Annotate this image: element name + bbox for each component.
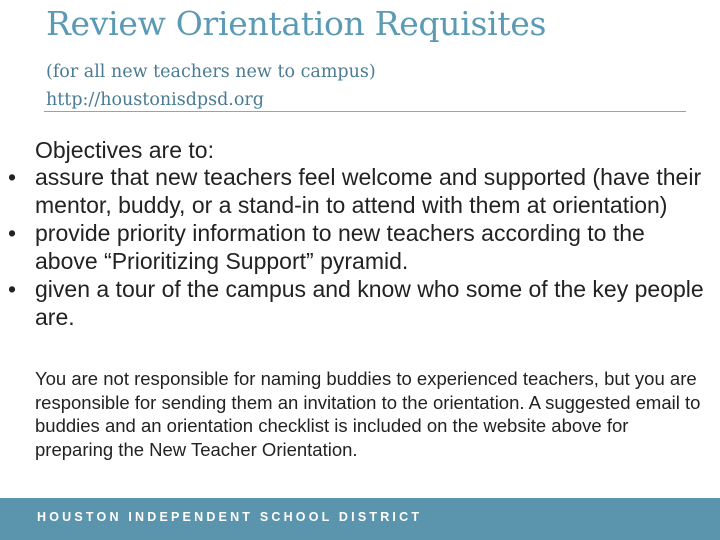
list-item: [0, 219, 705, 275]
objective-text: provide priority information to new teachers according to the above “Prioritizing Support” pyramid.: [35, 220, 645, 274]
responsibility-note: You are not responsible for naming buddies to experienced teachers, but you are responsible for sending them an invitation to the orientation. A suggested email to buddies and an orientation checklist is included on the website above for preparing the New Teacher Orientation.: [35, 368, 701, 460]
objective-text: given a tour of the campus and know who some of the key people are.: [35, 276, 704, 330]
objectives-heading: Objectives are to:: [35, 137, 214, 163]
bullet-icon: •: [8, 164, 17, 190]
subtitle-audience: (for all new teachers new to campus): [46, 62, 376, 82]
list-item: [0, 163, 705, 219]
district-name: HOUSTON INDEPENDENT SCHOOL DISTRICT: [37, 510, 423, 524]
bullet-icon: •: [8, 276, 17, 302]
title-divider: [44, 111, 686, 112]
bullet-icon: •: [8, 220, 17, 246]
subtitle-block: [46, 58, 376, 114]
footer-bar: [0, 498, 720, 540]
objective-text: assure that new teachers feel welcome and supported (have their mentor, buddy, or a stand-in to attend with them at orientation): [35, 164, 702, 218]
slide-title: Review Orientation Requisites: [46, 4, 547, 43]
website-url[interactable]: http://houstonisdpsd.org: [46, 90, 264, 110]
list-item: [0, 275, 705, 331]
objectives-list: [0, 163, 705, 331]
